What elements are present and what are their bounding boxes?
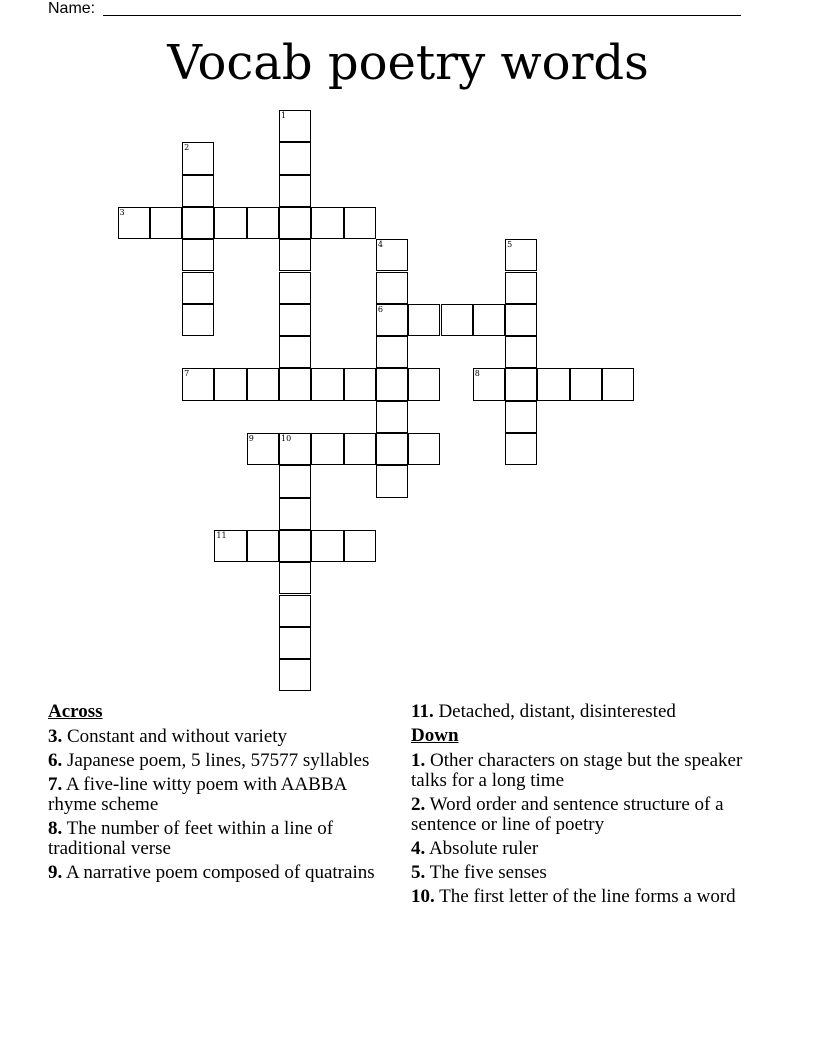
clue-down-2: 2. Word order and sentence structure of a sentence or line of poetry xyxy=(411,794,724,835)
grid-cell[interactable] xyxy=(279,627,311,659)
name-label: Name: xyxy=(48,0,96,17)
grid-cell[interactable] xyxy=(344,433,376,465)
grid-cell[interactable] xyxy=(279,304,311,336)
clue-down-10: 10. The first letter of the line forms a word xyxy=(411,886,736,907)
grid-cell[interactable] xyxy=(247,368,279,400)
grid-cell[interactable] xyxy=(182,142,214,174)
clue-across-3: 3. Constant and without variety xyxy=(48,726,288,747)
grid-cell[interactable] xyxy=(279,207,311,239)
grid-cell[interactable] xyxy=(279,368,311,400)
page-title: Vocab poetry words xyxy=(167,35,649,91)
grid-cell[interactable] xyxy=(376,304,408,336)
clue-number: 11 xyxy=(216,530,227,540)
grid-cell[interactable] xyxy=(279,433,311,465)
grid-cell[interactable] xyxy=(505,433,537,465)
clues-left-column xyxy=(48,702,388,887)
grid-cell[interactable] xyxy=(214,207,246,239)
grid-cell[interactable] xyxy=(376,272,408,304)
grid-cell[interactable] xyxy=(408,304,440,336)
clue-number: 4 xyxy=(377,240,383,250)
grid-cell[interactable] xyxy=(182,304,214,336)
grid-cell[interactable] xyxy=(344,207,376,239)
grid-cell[interactable] xyxy=(279,465,311,497)
clue-across-8: 8. The number of feet within a line of traditional verse xyxy=(48,818,334,859)
grid-cell[interactable] xyxy=(182,368,214,400)
grid-cell[interactable] xyxy=(311,368,343,400)
grid-cell[interactable] xyxy=(311,207,343,239)
grid-cell[interactable] xyxy=(570,368,602,400)
clue-down-1: 1. Other characters on stage but the speaker talks for a long time xyxy=(411,750,743,791)
grid-cell[interactable] xyxy=(537,368,569,400)
grid-cell[interactable] xyxy=(376,401,408,433)
grid-cell[interactable] xyxy=(408,368,440,400)
grid-cell[interactable] xyxy=(344,530,376,562)
grid-cell[interactable] xyxy=(182,175,214,207)
clue-number: 1 xyxy=(281,111,287,120)
clue-number: 3 xyxy=(119,207,125,217)
across-heading: Across xyxy=(48,701,103,722)
grid-cell[interactable] xyxy=(279,142,311,174)
grid-cell[interactable] xyxy=(602,368,634,400)
clue-number: 6 xyxy=(377,304,383,314)
grid-cell[interactable] xyxy=(279,562,311,594)
grid-cell[interactable] xyxy=(279,110,311,142)
grid-cell[interactable] xyxy=(118,207,150,239)
grid-cell[interactable] xyxy=(279,498,311,530)
grid-cell[interactable] xyxy=(214,368,246,400)
grid-cell[interactable] xyxy=(505,304,537,336)
grid-cell[interactable] xyxy=(505,401,537,433)
grid-cell[interactable] xyxy=(376,336,408,368)
grid-cell[interactable] xyxy=(279,595,311,627)
clue-across-7: 7. A five-line witty poem with AABBA rhyme scheme xyxy=(48,774,347,815)
clue-number: 8 xyxy=(474,369,480,379)
grid-cell[interactable] xyxy=(247,207,279,239)
grid-cell[interactable] xyxy=(247,530,279,562)
clues-right-column xyxy=(411,702,776,911)
clue-across-9: 9. A narrative poem composed of quatrains xyxy=(48,862,375,883)
grid-cell[interactable] xyxy=(376,239,408,271)
clue-down-4: 4. Absolute ruler xyxy=(411,838,539,859)
grid-cell[interactable] xyxy=(279,239,311,271)
grid-cell[interactable] xyxy=(408,433,440,465)
grid-cell[interactable] xyxy=(505,272,537,304)
grid-cell[interactable] xyxy=(473,304,505,336)
grid-cell[interactable] xyxy=(182,207,214,239)
down-heading: Down xyxy=(411,725,459,746)
clue-across-11: 11. Detached, distant, disinterested xyxy=(411,701,676,722)
grid-cell[interactable] xyxy=(214,530,246,562)
grid-cell[interactable] xyxy=(311,433,343,465)
grid-cell[interactable] xyxy=(279,659,311,691)
grid-cell[interactable] xyxy=(505,368,537,400)
grid-cell[interactable] xyxy=(311,530,343,562)
grid-cell[interactable] xyxy=(344,368,376,400)
grid-cell[interactable] xyxy=(376,433,408,465)
clue-down-5: 5. The five senses xyxy=(411,862,547,883)
grid-cell[interactable] xyxy=(247,433,279,465)
grid-cell[interactable] xyxy=(279,175,311,207)
clue-number: 7 xyxy=(184,369,190,379)
clue-number: 10 xyxy=(281,434,292,443)
grid-cell[interactable] xyxy=(376,368,408,400)
clue-across-6: 6. Japanese poem, 5 lines, 57577 syllables xyxy=(48,750,370,771)
grid-cell[interactable] xyxy=(279,336,311,368)
grid-cell[interactable] xyxy=(279,272,311,304)
grid-cell[interactable] xyxy=(473,368,505,400)
grid-cell[interactable] xyxy=(505,239,537,271)
grid-cell[interactable] xyxy=(150,207,182,239)
grid-cell[interactable] xyxy=(182,272,214,304)
clue-number: 5 xyxy=(507,240,513,250)
clue-number: 2 xyxy=(184,143,190,153)
grid-cell[interactable] xyxy=(441,304,473,336)
clue-number: 9 xyxy=(248,434,254,443)
grid-cell[interactable] xyxy=(279,530,311,562)
grid-cell[interactable] xyxy=(505,336,537,368)
grid-cell[interactable] xyxy=(182,239,214,271)
grid-cell[interactable] xyxy=(376,465,408,497)
